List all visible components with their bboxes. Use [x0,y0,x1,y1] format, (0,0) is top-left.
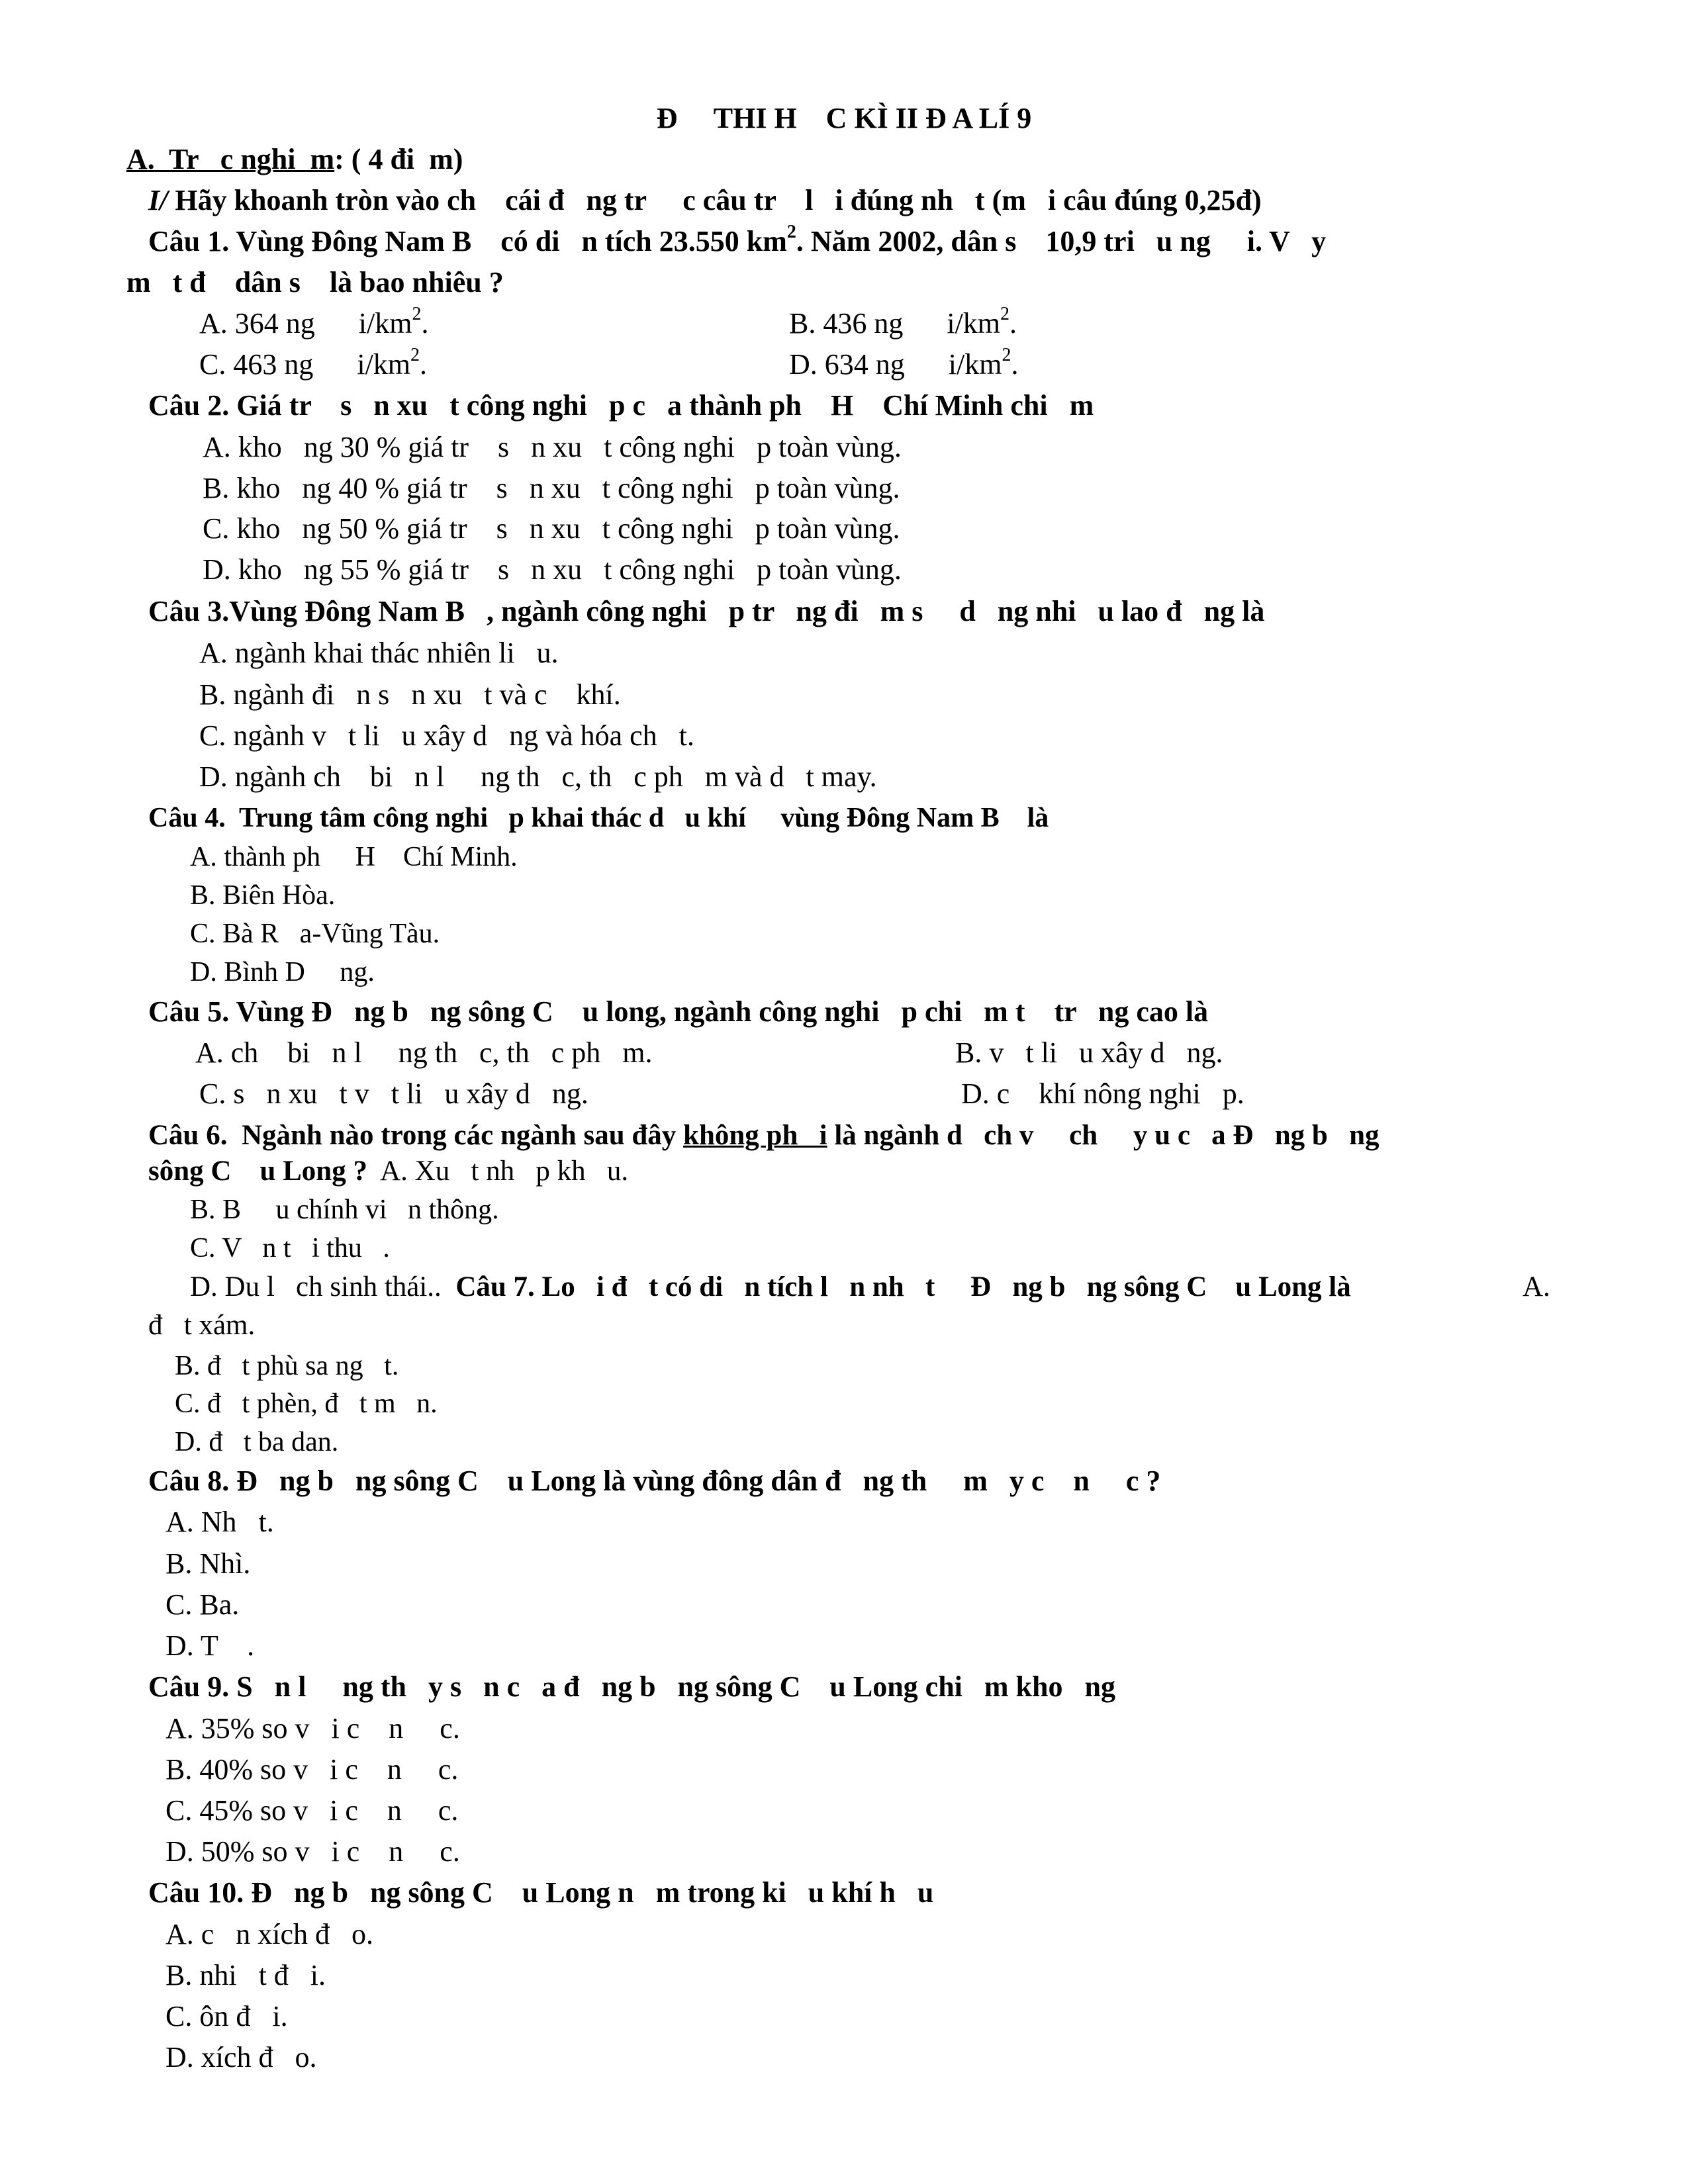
instruction-text: Hãy khoanh tròn vào ch cái đ ng tr c câu tr l i đúng nh t (m i câu đúng 0,25đ) [167,184,1262,216]
question-6-underlined: không ph i [683,1120,827,1151]
question-1-option-c[interactable]: C. 463 ng $i/km^2$. [199,345,428,381]
question-8-option-d[interactable]: D. T . [165,1629,255,1662]
question-8-text: Đ ng b ng sông C u Long là vùng đông dân đ ng th m y c n c ? [229,1465,1161,1497]
question-6-text-tail: là ngành d ch v ch y u c a Đ ng b ng [827,1120,1380,1151]
question-6-text-line2: sông C u Long ? [148,1156,367,1187]
question-10-text: Đ ng b ng sông C u Long n m trong ki u khí h u [244,1876,934,1909]
question-3-option-a[interactable]: A. ngành khai thác nhiên li u. [199,637,559,669]
question-10-option-d[interactable]: D. xích đ o. [165,2041,317,2073]
question-2-option-c[interactable]: C. kho ng 50 % giá tr s n xu t công nghi p toàn vùng. [203,512,900,545]
question-6-label: Câu 6. [148,1120,228,1151]
question-8-option-a[interactable]: A. Nh t. [165,1506,274,1538]
question-5-option-a[interactable]: A. ch bi n l ng th c, th c ph m. [195,1036,653,1069]
question-5-option-c[interactable]: C. s n xu t v t li u xây d ng. [199,1077,588,1110]
question-7-option-b[interactable]: B. đ t phù sa ng t. [175,1351,399,1381]
question-8-option-b[interactable]: B. Nhì. [165,1547,251,1580]
question-10-label: Câu 10. [148,1876,244,1909]
question-6-7-line [190,1269,1351,1306]
question-4-option-b[interactable]: B. Biên Hòa. [190,880,336,911]
question-6-option-d[interactable]: D. Du l ch sinh thái.. [190,1271,442,1302]
question-4 [148,799,1049,837]
question-4-option-d[interactable]: D. Bình D ng. [190,957,375,987]
instruction-number: I/ [148,184,168,216]
question-5 [148,993,1208,1030]
question-8-label: Câu 8. [148,1465,230,1497]
question-1 [148,223,1326,260]
question-3-option-d[interactable]: D. ngành ch bi n l ng th c, th c ph m và d t may. [199,760,877,793]
question-5-label: Câu 5. [148,995,230,1028]
question-6-line2 [148,1153,628,1190]
question-7-option-a[interactable]: đ t xám. [148,1310,256,1341]
question-3-text: Vùng Đông Nam B , ngành công nghi p tr ng đi m s d ng nhi u lao đ ng là [229,595,1265,627]
question-7-option-d[interactable]: D. đ t ba dan. [175,1427,339,1457]
question-1-text: Vùng Đông Nam B có di n tích 23.550 km [229,225,787,257]
question-5-option-d[interactable]: D. c khí nông nghi p. [961,1077,1244,1110]
question-1-option-d[interactable]: D. 634 ng $i/km^2$. [789,345,1019,381]
question-5-option-b[interactable]: B. v t li u xây d ng. [955,1036,1223,1069]
question-9-option-c[interactable]: C. 45% so v i c n c. [165,1794,459,1827]
question-1-label: Câu 1. [148,225,230,257]
question-6-option-a[interactable]: A. Xu t nh p kh u. [367,1156,629,1187]
question-5-text: Vùng Đ ng b ng sông C u long, ngành công nghi p chi m t tr ng cao là [229,995,1209,1028]
question-9-option-d[interactable]: D. 50% so v i c n c. [165,1835,460,1868]
question-9 [148,1668,1115,1706]
question-1-option-b[interactable]: B. 436 ng $i/km^2$. [789,304,1017,340]
question-4-option-c[interactable]: C. Bà R a-Vũng Tàu. [190,919,440,949]
question-9-option-a[interactable]: A. 35% so v i c n c. [165,1712,460,1745]
question-6-option-c[interactable]: C. V n t i thu . [190,1233,390,1263]
instruction [148,182,1262,219]
question-4-option-a[interactable]: A. thành ph H Chí Minh. [190,842,518,872]
question-9-label: Câu 9. [148,1670,230,1703]
question-7-option-a-letter[interactable]: A. [1523,1271,1550,1302]
question-2-text: Giá tr s n xu t công nghi p c a thành ph H Chí Minh chi m [229,389,1094,422]
question-3-option-b[interactable]: B. ngành đi n s n xu t và c khí. [199,678,621,711]
section-a-label: A. Tr c nghi m [126,143,335,175]
question-1-superscript: 2 [786,222,796,243]
section-a-heading [126,141,463,178]
question-8-option-c[interactable]: C. Ba. [165,1588,240,1621]
question-9-option-b[interactable]: B. 40% so v i c n c. [165,1753,459,1786]
question-8 [148,1463,1160,1500]
question-9-text: S n l ng th y s n c a đ ng b ng sông C u Long chi m kho ng [229,1670,1115,1703]
question-1-option-a[interactable]: A. 364 ng $i/km^2$. [199,304,429,340]
question-10-option-c[interactable]: C. ôn đ i. [165,2000,288,2032]
question-10 [148,1874,933,1911]
page-title: Đ THI H C KÌ II Đ A LÍ 9 [656,102,1032,134]
question-7-label: Câu 7. [455,1271,535,1302]
question-3 [148,593,1264,630]
question-6-option-b[interactable]: B. B u chính vi n thông. [190,1195,499,1225]
question-2-option-b[interactable]: B. kho ng 40 % giá tr s n xu t công nghi p toàn vùng. [203,472,900,504]
question-4-text: Trung tâm công nghi p khai thác d u khí vùng Đông Nam B là [225,803,1049,833]
question-10-option-a[interactable]: A. c n xích đ o. [165,1918,374,1950]
question-2-label: Câu 2. [148,389,230,422]
question-6-text: Ngành nào trong các ngành sau đây [227,1120,684,1151]
question-2-option-d[interactable]: D. kho ng 55 % giá tr s n xu t công nghi p toàn vùng. [203,553,902,586]
question-10-option-b[interactable]: B. nhi t đ i. [165,1959,326,1991]
question-1-text-line2: m t đ dân s là bao nhiêu ? [126,266,504,298]
question-7-text: Lo i đ t có di n tích l n nh t Đ ng b ng sông C u Long là [534,1271,1351,1302]
question-1-text-tail: . Năm 2002, dân s 10,9 tri u ng i. V y [796,225,1327,257]
question-3-label: Câu 3. [148,595,230,627]
section-a-suffix: : ( 4 đi m) [334,143,463,175]
question-2-option-a[interactable]: A. kho ng 30 % giá tr s n xu t công nghi p toàn vùng. [203,431,902,463]
question-6 [148,1117,1379,1154]
question-7-option-c[interactable]: C. đ t phèn, đ t m n. [175,1388,438,1419]
question-3-option-c[interactable]: C. ngành v t li u xây d ng và hóa ch t. [199,719,694,752]
question-2 [148,387,1094,424]
question-4-label: Câu 4. [148,803,226,833]
